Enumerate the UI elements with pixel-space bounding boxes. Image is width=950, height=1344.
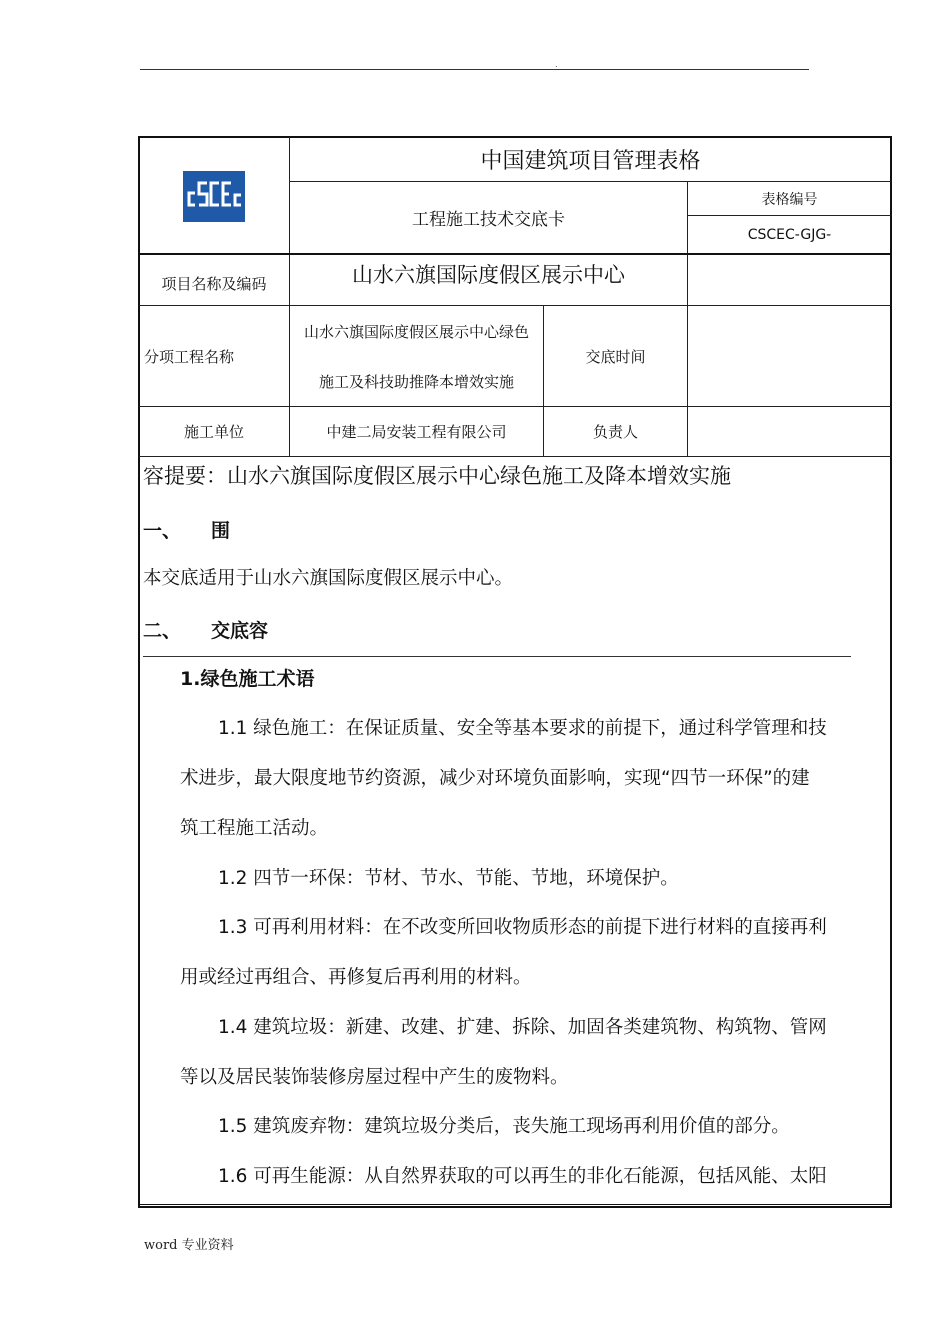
table-main-title: 中国建筑项目管理表格 — [480, 148, 701, 174]
card-title: 工程施工技术交底卡 — [412, 210, 565, 230]
frame-bottom-double-rule — [138, 1204, 892, 1205]
paragraph-1-4-line-2: 等以及居民装饰装修房屋过程中产生的废物料。 — [180, 1067, 569, 1088]
paragraph-1-1-line-2: 术进步，最大限度地节约资源，减少对环境负面影响，实现“四节一环保”的建 — [180, 768, 810, 789]
page-header-rule — [140, 69, 809, 70]
paragraph-1-4-line-1: 1.4 建筑垃圾：新建、改建、扩建、拆除、加固各类建筑物、构筑物、管网 — [218, 1017, 827, 1038]
form-number-value: CSCEC-GJG- — [747, 226, 832, 243]
construction-unit-label: 施工单位 — [183, 423, 244, 441]
content-summary: 容提要：山水六旗国际度假区展示中心绿色施工及降本增效实施 — [143, 464, 731, 488]
person-in-charge-label: 负责人 — [592, 423, 638, 441]
paragraph-1-1-line-1: 1.1 绿色施工：在保证质量、安全等基本要求的前提下，通过科学管理和技 — [218, 718, 827, 739]
paragraph-1-3-line-1: 1.3 可再利用材料：在不改变所回收物质形态的前提下进行材料的直接再利 — [218, 917, 827, 938]
sub-project-label: 分项工程名称 — [144, 347, 235, 366]
cscec-logo — [183, 171, 245, 222]
section-2-number: 二、 — [143, 620, 182, 642]
section-1-number: 一、 — [143, 520, 182, 542]
page-footer: word 专业资料 — [144, 1238, 234, 1253]
project-name-label: 项目名称及编码 — [161, 274, 267, 293]
paragraph-1-6-line-1: 1.6 可再生能源：从自然界获取的可以再生的非化石能源，包括风能、太阳 — [218, 1166, 827, 1187]
handover-time-label: 交底时间 — [585, 347, 646, 366]
section-2-rule — [143, 656, 851, 657]
project-name-value: 山水六旗国际度假区展示中心 — [352, 263, 625, 287]
page-header-dot: . — [555, 60, 558, 69]
section-1-text: 本交底适用于山水六旗国际度假区展示中心。 — [143, 568, 514, 589]
grid-line — [139, 456, 891, 457]
paragraph-1-2: 1.2 四节一环保：节材、节水、节能、节地，环境保护。 — [218, 868, 679, 889]
cscec-logo-icon — [183, 171, 245, 222]
form-number-label: 表格编号 — [761, 191, 818, 208]
sub-project-value-line-1: 山水六旗国际度假区展示中心绿色 — [303, 322, 529, 341]
sub-project-value-line-2: 施工及科技助推降本增效实施 — [318, 372, 514, 391]
paragraph-1-3-line-2: 用或经过再组合、再修复后再利用的材料。 — [180, 967, 532, 988]
section-2-title: 交底容 — [211, 620, 269, 642]
paragraph-1-5: 1.5 建筑废弃物：建筑垃圾分类后，丧失施工现场再利用价值的部分。 — [218, 1116, 790, 1137]
construction-unit-value: 中建二局安装工程有限公司 — [326, 423, 507, 441]
subsection-1-title: 1.绿色施工术语 — [180, 668, 315, 690]
paragraph-1-1-line-3: 筑工程施工活动。 — [180, 818, 329, 839]
section-1-title: 围 — [211, 520, 231, 542]
